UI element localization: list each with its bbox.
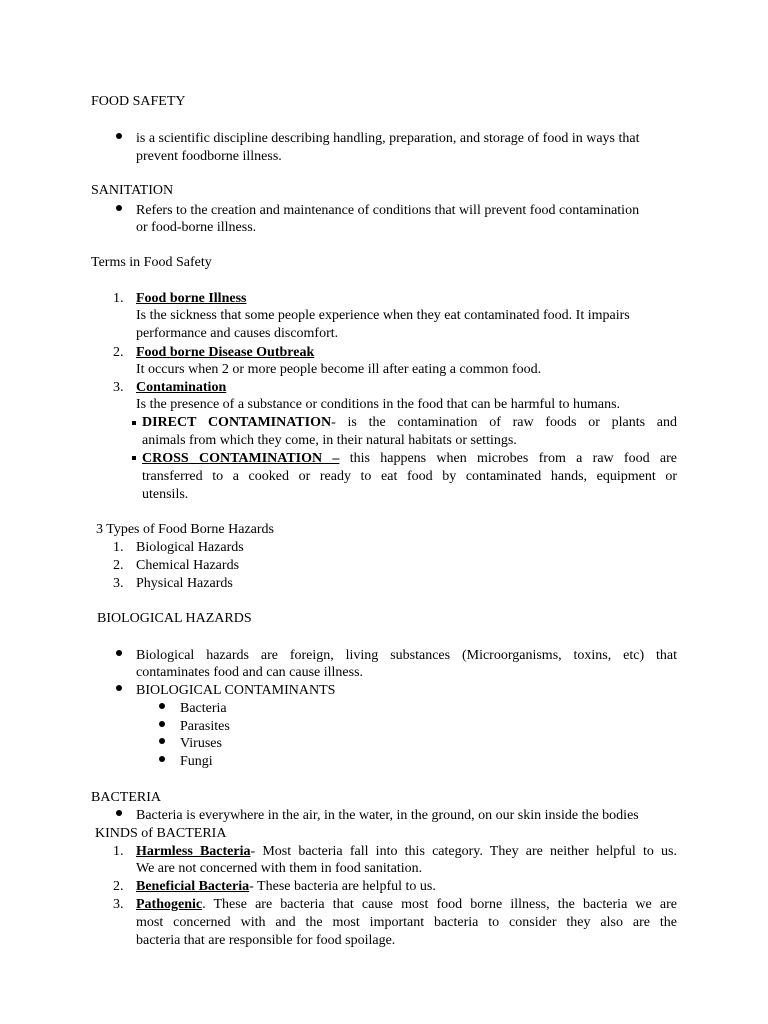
list-number: 3. [113,380,124,395]
list-number: 1. [113,291,124,306]
direct-contamination-line1 [142,414,677,431]
terms-heading: Terms in Food Safety [91,255,212,270]
list-number: 1. [113,844,124,859]
direct-contamination-line2: animals from which they come, in their natural habitats or settings. [142,433,517,448]
list-number: 2. [113,879,124,894]
cross-contamination-line3: utensils. [142,487,189,502]
list-number: 2. [113,558,124,573]
bacteria-heading: BACTERIA [91,790,161,805]
term-title-disease-outbreak: Food borne Disease Outbreak [136,345,315,360]
hazards-heading: 3 Types of Food Borne Hazards [96,522,275,537]
biological-contaminants-label: BIOLOGICAL CONTAMINANTS [136,683,336,698]
list-number: 3. [113,576,124,591]
bullet-dot-icon [159,738,165,744]
list-item: Parasites [180,719,230,734]
list-number: 3. [113,897,124,912]
list-number: 1. [113,540,124,555]
term-text-line: It occurs when 2 or more people become ill after eating a common food. [136,362,542,377]
food-safety-heading: FOOD SAFETY [91,94,186,109]
harmless-bacteria-line1 [136,843,677,860]
food-safety-definition-line2: prevent foodborne illness. [136,149,282,164]
square-bullet-icon [132,421,136,425]
beneficial-bacteria-line [136,878,436,895]
harmless-bacteria-title: Harmless Bacteria [136,844,251,859]
bullet-dot-icon [159,721,165,727]
bullet-dot-icon [116,205,122,211]
cross-contamination-term: CROSS CONTAMINATION – [142,451,340,466]
beneficial-bacteria-text: - These bacteria are helpful to us. [249,879,436,894]
pathogenic-bacteria-line3: bacteria that are responsible for food spoilage. [136,933,396,948]
sanitation-heading: SANITATION [91,183,174,198]
term-title-contamination: Contamination [136,380,227,395]
food-safety-definition-line1: is a scientific discipline describing handling, preparation, and storage of food in ways that [136,131,640,146]
hazard-item: Physical Hazards [136,576,233,591]
bullet-dot-icon [116,685,122,691]
square-bullet-icon [132,456,136,460]
bacteria-definition: Bacteria is everywhere in the air, in the water, in the ground, on our skin inside the bodies [136,808,639,823]
bullet-dot-icon [159,703,165,709]
biological-definition-line2: contaminates food and can cause illness. [136,665,364,680]
pathogenic-bacteria-line1 [136,896,677,913]
term-text-line: Is the presence of a substance or conditions in the food that can be harmful to humans. [136,397,621,412]
direct-contamination-term: DIRECT CONTAMINATION [142,415,332,430]
biological-hazards-heading: BIOLOGICAL HAZARDS [97,611,252,626]
kinds-of-bacteria-heading: KINDS of BACTERIA [95,826,227,841]
list-item: Bacteria [180,701,227,716]
sanitation-definition-line2: or food-borne illness. [136,220,257,235]
bullet-dot-icon [116,650,122,656]
list-item: Fungi [180,754,213,769]
bullet-dot-icon [116,133,122,139]
pathogenic-bacteria-text: . These are bacteria that cause most food borne illness, the bacteria we are [202,897,677,912]
term-text-line: Is the sickness that some people experience when they eat contaminated food. It impairs [136,308,630,323]
pathogenic-bacteria-title: Pathogenic [136,897,203,912]
pathogenic-bacteria-line2: most concerned with and the most important bacteria to consider they also are the [136,915,677,930]
beneficial-bacteria-title: Beneficial Bacteria [136,879,250,894]
bullet-dot-icon [116,810,122,816]
cross-contamination-text: this happens when microbes from a raw food are [339,451,677,466]
harmless-bacteria-line2: We are not concerned with them in food sanitation. [136,861,423,876]
hazard-item: Biological Hazards [136,540,244,555]
cross-contamination-line1 [142,450,677,467]
direct-contamination-text: - is the contamination of raw foods or plants and [331,415,677,430]
hazard-item: Chemical Hazards [136,558,240,573]
term-text-line: performance and causes discomfort. [136,326,339,341]
sanitation-definition-line1: Refers to the creation and maintenance of conditions that will prevent food contamination [136,203,640,218]
biological-definition-line1: Biological hazards are foreign, living substances (Microorganisms, toxins, etc) that [136,648,677,663]
list-number: 2. [113,345,124,360]
cross-contamination-line2: transferred to a cooked or ready to eat food by contaminated hands, equipment or [142,469,677,484]
bullet-dot-icon [159,756,165,762]
term-title-food-borne-illness: Food borne Illness [136,291,247,306]
harmless-bacteria-text: - Most bacteria fall into this category. They are neither helpful to us. [250,844,678,859]
list-item: Viruses [180,736,222,751]
